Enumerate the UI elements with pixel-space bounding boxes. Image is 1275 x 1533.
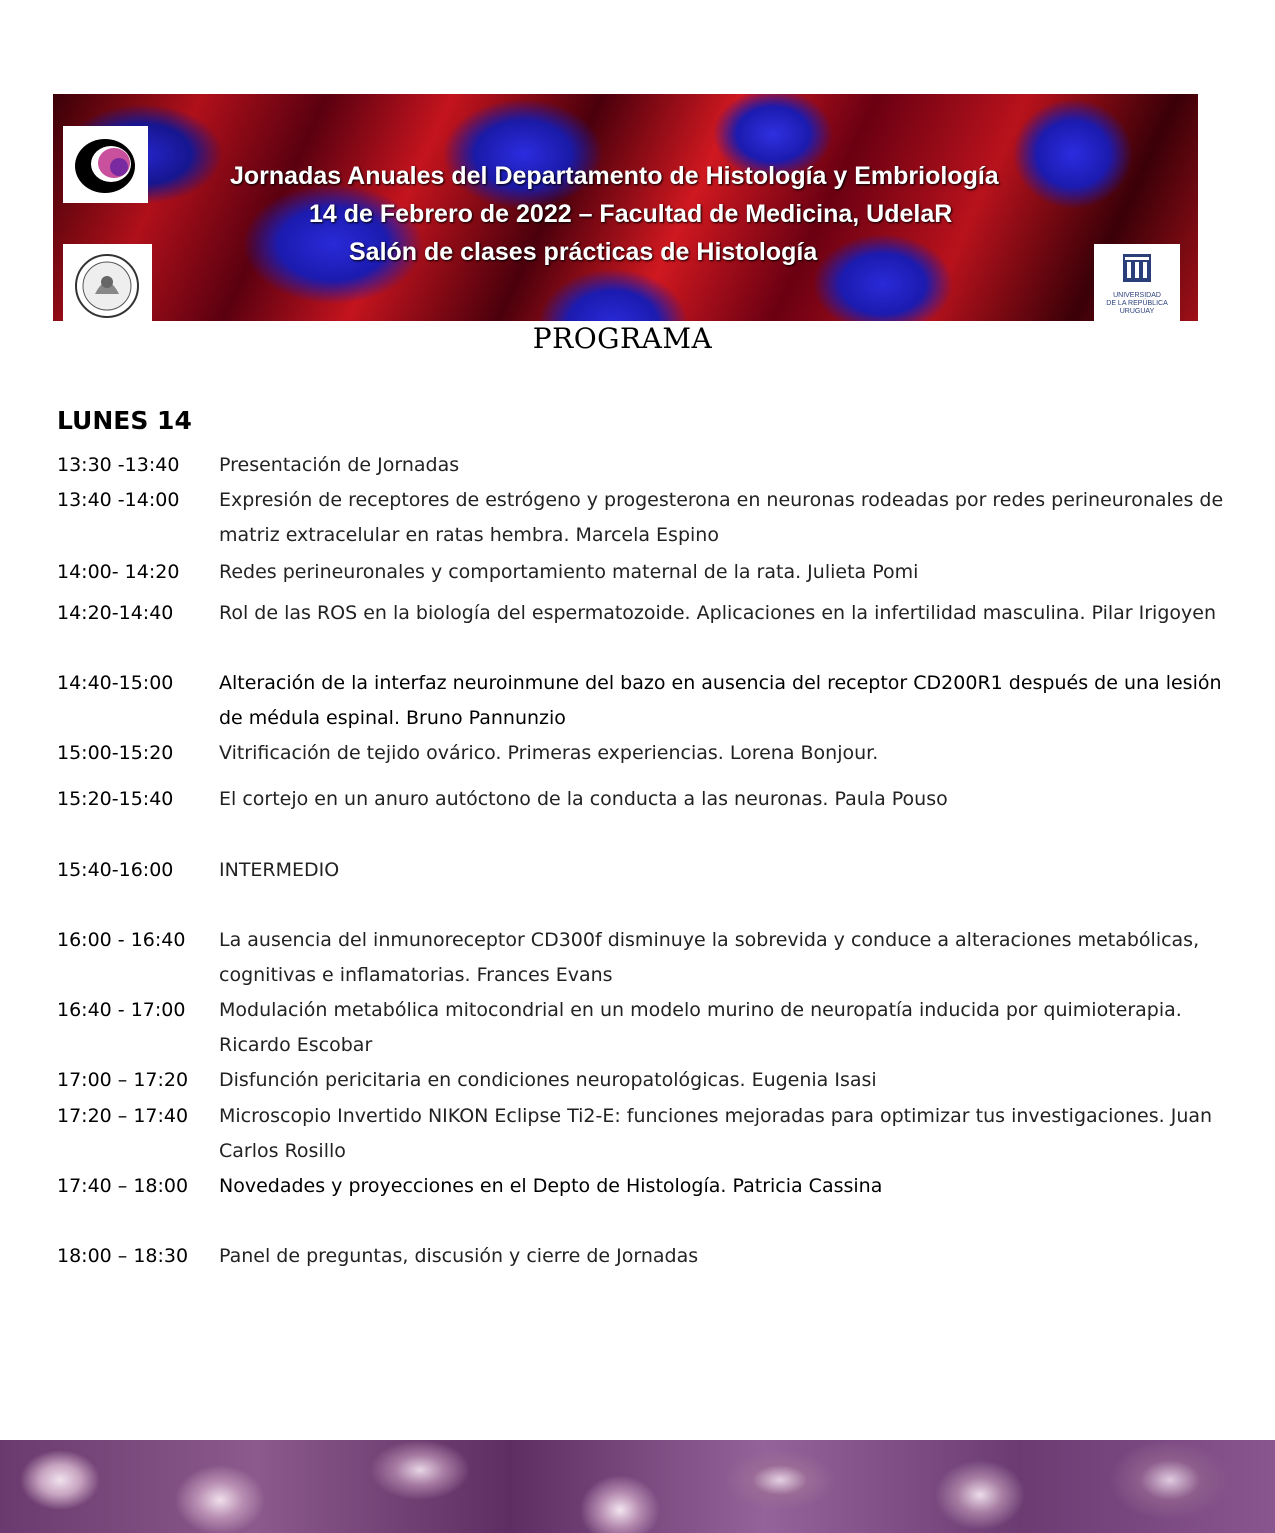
- schedule-description: Redes perineuronales y comportamiento maternal de la rata. Julieta Pomi: [219, 561, 919, 583]
- faculty-seal-logo: [63, 244, 152, 321]
- schedule-time: 18:00 – 18:30: [57, 1245, 189, 1267]
- footer-histology-image: [0, 1440, 1275, 1533]
- schedule-time: 14:40-15:00: [57, 672, 174, 694]
- schedule-time: 15:20-15:40: [57, 788, 174, 810]
- header-banner: [53, 94, 1198, 321]
- schedule-time: 13:30 -13:40: [57, 454, 180, 476]
- schedule-description: Alteración de la interfaz neuroinmune del bazo en ausencia del receptor CD200R1 después de una lesión de médula espinal. Bruno Pannunzio: [219, 672, 1222, 729]
- schedule-time: 17:20 – 17:40: [57, 1105, 189, 1127]
- schedule-description: Modulación metabólica mitocondrial en un modelo murino de neuropatía inducida por quimioterapia. Ricardo Escobar: [219, 999, 1182, 1056]
- udelar-logo-text-2: DE LA REPÚBLICA: [1106, 300, 1168, 307]
- schedule-description: Expresión de receptores de estrógeno y progesterona en neuronas rodeadas por redes perineuronales de matriz extracelular en ratas hembra. Marcela Espino: [219, 489, 1224, 546]
- schedule-time: 15:00-15:20: [57, 742, 174, 764]
- department-logo: [63, 126, 148, 203]
- schedule-description: Vitrificación de tejido ovárico. Primeras experiencias. Lorena Bonjour.: [219, 742, 879, 764]
- schedule-time: 15:40-16:00: [57, 859, 174, 881]
- schedule-description: INTERMEDIO: [219, 859, 340, 881]
- banner-date-location: 14 de Febrero de 2022 – Facultad de Medicina, UdelaR: [309, 200, 953, 228]
- schedule-description: Disfunción pericitaria en condiciones neuropatológicas. Eugenia Isasi: [219, 1069, 877, 1091]
- banner-venue: Salón de clases prácticas de Histología: [349, 238, 818, 266]
- schedule-description: Novedades y proyecciones en el Depto de Histología. Patricia Cassina: [219, 1175, 883, 1197]
- schedule-description: El cortejo en un anuro autóctono de la conducta a las neuronas. Paula Pouso: [219, 788, 948, 810]
- schedule-description: Presentación de Jornadas: [219, 454, 460, 476]
- schedule-time: 16:40 - 17:00: [57, 999, 186, 1021]
- schedule-time: 14:00- 14:20: [57, 561, 180, 583]
- schedule-description: Microscopio Invertido NIKON Eclipse Ti2-E: funciones mejoradas para optimizar tus investigaciones. Juan Carlos Rosillo: [219, 1105, 1213, 1162]
- day-heading: LUNES 14: [57, 406, 192, 435]
- schedule-time: 17:00 – 17:20: [57, 1069, 189, 1091]
- schedule-time: 16:00 - 16:40: [57, 929, 186, 951]
- schedule-description: Rol de las ROS en la biología del espermatozoide. Aplicaciones en la infertilidad masculina. Pilar Irigoyen: [219, 602, 1216, 624]
- udelar-logo: [1094, 244, 1180, 321]
- program-title: PROGRAMA: [532, 322, 713, 355]
- schedule-description: Panel de preguntas, discusión y cierre de Jornadas: [219, 1245, 699, 1267]
- schedule-time: 17:40 – 18:00: [57, 1175, 189, 1197]
- udelar-logo-text-3: URUGUAY: [1119, 308, 1155, 315]
- udelar-logo-text-1: UNIVERSIDAD: [1113, 292, 1161, 299]
- banner-title: Jornadas Anuales del Departamento de Histología y Embriología: [230, 162, 999, 190]
- schedule-time: 13:40 -14:00: [57, 489, 180, 511]
- schedule-description: La ausencia del inmunoreceptor CD300f disminuye la sobrevida y conduce a alteraciones metabólicas, cognitivas e inflamatorias. Frances Evans: [219, 929, 1200, 986]
- schedule-time: 14:20-14:40: [57, 602, 174, 624]
